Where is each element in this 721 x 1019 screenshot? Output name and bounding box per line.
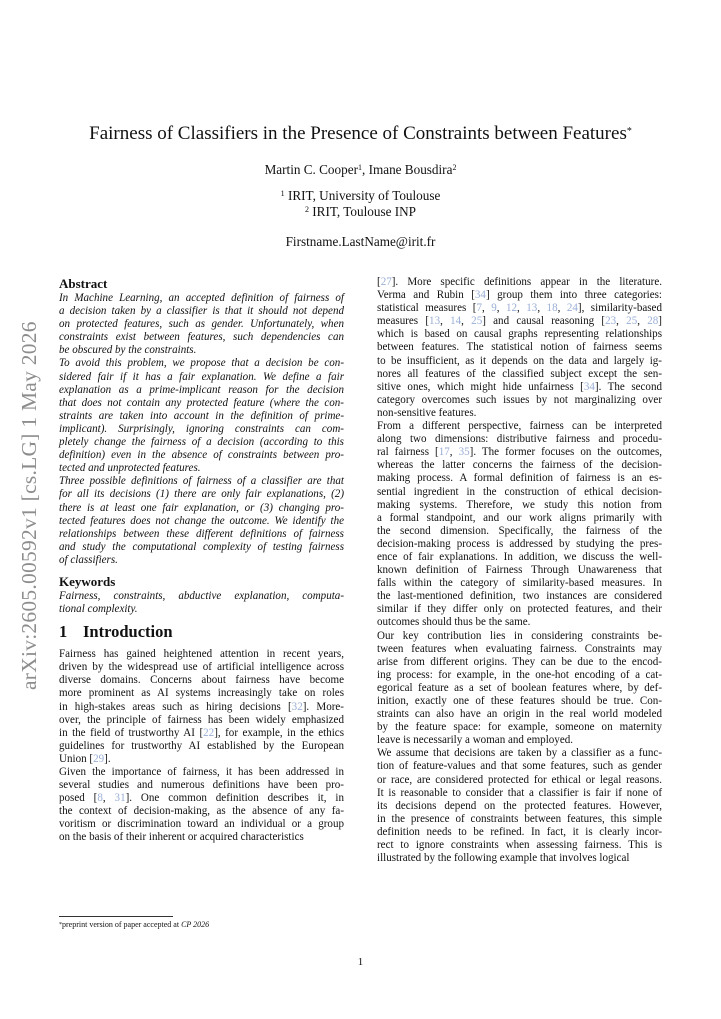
text-line: tected and unprotected features.: [59, 462, 201, 475]
citation-link[interactable]: 13: [429, 315, 441, 328]
footnote-text: preprint version of paper accepted at: [62, 920, 182, 929]
text-line: that does not contain any protected feature (where the con-: [59, 396, 344, 409]
text-line: tion of feature-values and that some features, such as gender: [377, 760, 662, 773]
text-line: ence of fair explanations. In addition, we discuss the well-: [377, 550, 662, 563]
footnote-venue: CP 2026: [181, 920, 210, 929]
body-paragraph: [377, 276, 662, 420]
text-line: In Machine Learning, an accepted definition of fairness of: [59, 292, 344, 304]
author-separator: ,: [361, 162, 369, 177]
text-line: arise from different origins. They can be due to the encod-: [377, 655, 662, 668]
left-column: [59, 276, 344, 845]
citation-link[interactable]: 34: [583, 380, 595, 393]
text-line: measures [13, 14, 25] and causal reasoning [23, 25, 28]: [377, 315, 662, 328]
text-line: voritism or discrimination toward an individual or a group: [59, 818, 344, 831]
text-line: the second dimension. Specifically, the fairness of the: [377, 524, 662, 537]
body-paragraph: [377, 747, 662, 865]
citation-link[interactable]: 27: [380, 276, 392, 288]
footnote-mark: *: [59, 922, 62, 928]
footnote-rule: [59, 916, 173, 917]
text-line: Our key contribution lies in considering constraints be-: [377, 629, 662, 642]
abstract-body: [59, 292, 344, 567]
author-affiliation-mark: 2: [452, 163, 457, 172]
text-line: ing process: for example, in the one-hot encoding of a cat-: [377, 668, 662, 681]
text-line: known definition of Fairness Through Unawareness that: [377, 564, 662, 577]
text-line: category overcomes such issues by not marginalizing over: [377, 393, 662, 406]
right-column: [377, 276, 662, 865]
text-line: Three possible definitions of fairness of a classifier are that: [59, 475, 344, 488]
citation-link[interactable]: 23: [605, 315, 617, 328]
text-line: along two dimensions: distributive fairness and procedu-: [377, 433, 662, 446]
arxiv-identifier-sidebar: [14, 300, 44, 690]
text-line: straints are taken into account in the definition of prime-: [59, 409, 344, 422]
text-line: a decision taken by a classifier is that it should not depend: [59, 305, 344, 318]
citation-link[interactable]: 22: [203, 726, 215, 739]
text-line: outcomes should thus be the same.: [377, 616, 531, 629]
text-line: implicant). Surprisingly, ignoring constraints can com-: [59, 422, 344, 435]
text-line: of classifiers.: [59, 553, 118, 566]
text-line: diverse domains. Concerns about fairness have become: [59, 674, 344, 687]
author-name: Imane Bousdira: [368, 162, 453, 177]
text-line: its decisions depend on the protected features. However,: [377, 799, 662, 812]
affiliation-mark: 2: [304, 205, 309, 214]
text-line: driven by the widespread use of artificial intelligence across: [59, 661, 344, 674]
affiliation-text: IRIT, University of Toulouse: [284, 188, 441, 203]
text-line: tional complexity.: [59, 603, 138, 616]
citation-link[interactable]: 18: [546, 302, 558, 315]
author-list: [40, 162, 681, 178]
text-line: there is at least one fair explanation, or (3) changing pro-: [59, 501, 344, 514]
abstract-heading: Abstract: [59, 276, 108, 291]
author-affiliation-mark: 1: [357, 163, 362, 172]
citation-link[interactable]: 13: [526, 302, 538, 315]
paper-title: [40, 122, 681, 146]
citation-link[interactable]: 32: [291, 700, 303, 713]
text-line: leave is necessarily a woman and employed.: [377, 734, 574, 747]
text-line: sitive ones, which might hide unfairness [34]. The second: [377, 380, 662, 393]
text-line: in the field of trustworthy AI [22], for example, in the ethics: [59, 726, 344, 739]
text-line: non-sensitive features.: [377, 406, 477, 419]
text-line: which is based on causal graphs representing relationships: [377, 328, 662, 341]
text-line: decision-making process is addressed by studying the pres-: [377, 537, 662, 550]
text-line: between features. The statistical notion of fairness seems: [377, 341, 662, 354]
text-line: sidered fair if it has a fair explanation. We define a fair: [59, 370, 344, 383]
section-title: Introduction: [83, 622, 173, 642]
text-line: several studies and numerous definitions have been pro-: [59, 779, 344, 792]
text-line: statistical measures [7, 9, 12, 13, 18, 24], similarity-based: [377, 302, 662, 315]
text-line: nores all features of the classified subject except the sen-: [377, 367, 662, 380]
text-line: rect to ignore constraints when assessing fairness. This is: [377, 839, 662, 852]
affiliation-line: [40, 204, 681, 220]
citation-link[interactable]: 8: [97, 792, 103, 805]
text-line: similar if they differ only on protected features, and their: [377, 603, 662, 616]
abstract-paragraph: [59, 357, 344, 475]
citation-link[interactable]: 24: [566, 302, 578, 315]
affiliation-text: IRIT, Toulouse INP: [308, 204, 416, 219]
author-name: Martin C. Cooper: [264, 162, 358, 177]
citation-link[interactable]: 25: [626, 315, 638, 328]
citation-link[interactable]: 35: [458, 446, 470, 459]
text-line: definition needs to be refined. In fact, it is clearly incor-: [377, 825, 662, 838]
text-line: explanation as a prime-implicant reason for the decision: [59, 383, 344, 396]
citation-link[interactable]: 9: [491, 302, 497, 315]
text-line: posed [8, 31]. One common definition describes it, in: [59, 792, 344, 805]
text-line: falls within the category of similarity-based measures. In: [377, 577, 662, 590]
text-line: Given the importance of fairness, it has been addressed in: [59, 766, 344, 778]
page-number: 1: [357, 956, 364, 968]
citation-link[interactable]: 31: [114, 792, 126, 805]
title-footnote-mark: *: [626, 126, 632, 137]
text-line: inition, exactly one of these features should be true. Con-: [377, 695, 662, 707]
affiliation-mark: 1: [280, 189, 285, 198]
text-line: a formal standpoint, and our work aligns primarily with: [377, 511, 662, 524]
text-line: in high-stakes areas such as hiring decisions [32]. More-: [59, 700, 344, 713]
text-line: by the feature space: for example, someone on maternity: [377, 721, 662, 734]
text-line: making process. A formal definition of fairness is an es-: [377, 472, 662, 485]
contact-email: Firstname.LastName@irit.fr: [285, 234, 436, 249]
text-line: illustrated by the following example that involves logical: [377, 852, 630, 865]
introduction-paragraph: [59, 648, 344, 766]
text-line: Fairness, constraints, abductive explanation, computa-: [59, 589, 344, 602]
text-line: whereas the latter concerns the fairness of the decision-: [377, 459, 662, 472]
text-line: straints can also have an origin in the real world modeled: [377, 708, 662, 721]
text-line: [27]. More specific definitions appear in the literature.: [377, 276, 662, 288]
citation-link[interactable]: 29: [93, 752, 105, 765]
affiliation-list: [40, 188, 681, 220]
text-line: the context of decision-making, as the absence of any fa-: [59, 805, 344, 818]
citation-link[interactable]: 25: [471, 315, 483, 328]
text-line: or race, are considered protected for ethical or legal reasons.: [377, 773, 662, 786]
section-number: 1: [59, 622, 68, 642]
citation-link[interactable]: 28: [647, 315, 659, 328]
citation-link[interactable]: 17: [438, 446, 450, 459]
text-line: Fairness has gained heightened attention in recent years,: [59, 648, 344, 661]
arxiv-identifier: arXiv:2605.00592v1 [cs.LG] 1 May 2026: [17, 321, 41, 690]
text-line: It is reasonable to consider that a classifier is fair if none of: [377, 786, 662, 799]
text-line: to be insufficient, as it depends on the data and largely ig-: [377, 354, 662, 367]
text-line: and study the computational complexity of testing fairness: [59, 540, 344, 553]
text-line: in the presence of constraints between features, this simple: [377, 812, 662, 825]
text-line: From a different perspective, fairness can be interpreted: [377, 420, 662, 433]
text-line: tween features when evaluating fairness. Constraints may: [377, 642, 662, 655]
text-line: definition) even in the absence of constraints between pro-: [59, 449, 344, 462]
citation-link[interactable]: 12: [505, 302, 518, 315]
abstract-paragraph: [59, 475, 344, 567]
text-line: for all its decisions (1) there are only fair explanations, (2): [59, 488, 344, 501]
footnote: [59, 920, 209, 930]
text-line: Union [29].: [59, 752, 111, 765]
body-paragraph: [377, 630, 662, 748]
body-paragraph: [377, 420, 662, 630]
introduction-paragraph: [59, 766, 344, 845]
citation-link[interactable]: 7: [476, 302, 482, 315]
text-line: pletely change the fairness of a decision (according to this: [59, 436, 344, 449]
text-line: over, the principle of fairness has been widely emphasized: [59, 713, 344, 726]
text-line: relationships between these different definitions of fairness: [59, 527, 344, 540]
affiliation-line: [40, 188, 681, 204]
text-line: tected features does not change the outcome. We identify the: [59, 514, 344, 527]
introduction-heading: [59, 622, 344, 642]
text-line: sential ingredient in the construction of ethical decision-: [377, 485, 662, 498]
text-line: the last-mentioned definition, two instances are considered: [377, 590, 662, 603]
keywords-body: [59, 590, 344, 616]
paper-title-text: Fairness of Classifiers in the Presence of Constraints between Features: [89, 123, 627, 144]
citation-link[interactable]: 34: [474, 289, 486, 302]
text-line: constraints exist between features, such dependencies can: [59, 331, 344, 344]
text-line: more prominent as AI systems increasingly take on roles: [59, 687, 344, 700]
text-line: We assume that decisions are taken by a classifier as a func-: [377, 747, 662, 760]
citation-link[interactable]: 14: [450, 315, 462, 328]
text-line: egorical feature as a set of boolean features where, by def-: [377, 681, 662, 694]
abstract-paragraph: [59, 292, 344, 357]
text-line: guidelines for trustworthy AI established by the European: [59, 739, 344, 752]
text-line: Verma and Rubin [34] group them into three categories:: [377, 289, 662, 302]
text-line: ral fairness [17, 35]. The former focuses on the outcomes,: [377, 446, 662, 459]
text-line: making systems. Therefore, we study this notion from: [377, 498, 662, 511]
text-line: be obscured by the constraints.: [59, 344, 197, 357]
keywords-heading: Keywords: [59, 573, 116, 589]
text-line: on the basis of their inherent or acquired characteristics: [59, 831, 304, 844]
text-line: To avoid this problem, we propose that a decision be con-: [59, 357, 344, 370]
text-line: on protected features, such as gender. Unfortunately, when: [59, 318, 344, 331]
